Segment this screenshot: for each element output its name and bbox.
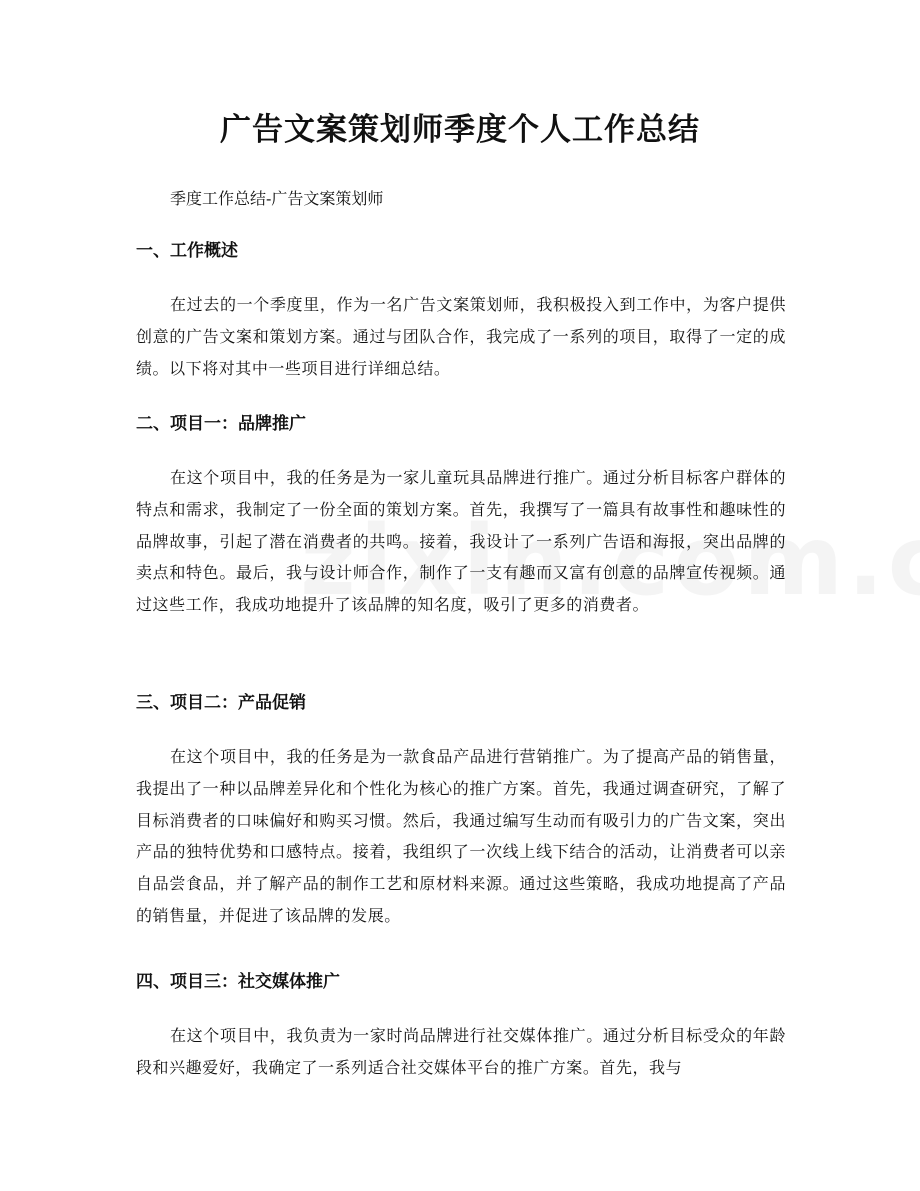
section-heading: 一、工作概述 bbox=[136, 241, 238, 261]
section-heading: 二、项目一：品牌推广 bbox=[136, 414, 306, 434]
section-project-promotion bbox=[136, 690, 786, 932]
document-subtitle: 季度工作总结-广告文案策划师 bbox=[170, 189, 384, 208]
section-overview bbox=[136, 238, 786, 384]
section-heading: 四、项目三：社交媒体推广 bbox=[136, 972, 340, 992]
section-project-social bbox=[136, 969, 786, 1084]
section-paragraph: 在这个项目中，我负责为一家时尚品牌进行社交媒体推广。通过分析目标受众的年龄段和兴趣爱好，我确定了一系列适合社交媒体平台的推广方案。首先，我与 bbox=[136, 1026, 786, 1077]
section-heading: 三、项目二：产品促销 bbox=[136, 693, 306, 713]
section-project-brand bbox=[136, 411, 786, 621]
section-paragraph: 在这个项目中，我的任务是为一家儿童玩具品牌进行推广。通过分析目标客户群体的特点和需求，我制定了一份全面的策划方案。首先，我撰写了一篇具有故事性和趣味性的品牌故事，引起了潜在消费者的共鸣。接着，我设计了一系列广告语和海报，突出品牌的卖点和特色。最后，我与设计师合作，制作了一支有趣而又富有创意的品牌宣传视频。通过这些工作，我成功地提升了该品牌的知名度，吸引了更多的消费者。 bbox=[136, 468, 786, 615]
section-paragraph: 在过去的一个季度里，作为一名广告文案策划师，我积极投入到工作中，为客户提供创意的广告文案和策划方案。通过与团队合作，我完成了一系列的项目，取得了一定的成绩。以下将对其中一些项目进行详细总结。 bbox=[136, 295, 786, 378]
page-title: 广告文案策划师季度个人工作总结 bbox=[220, 112, 700, 148]
section-paragraph: 在这个项目中，我的任务是为一款食品产品进行营销推广。为了提高产品的销售量，我提出了一种以品牌差异化和个性化为核心的推广方案。首先，我通过调查研究，了解了目标消费者的口味偏好和购买习惯。然后，我通过编写生动而有吸引力的广告文案，突出产品的独特优势和口感特点。接着，我组织了一次线上线下结合的活动，让消费者可以亲自品尝食品，并了解产品的制作工艺和原材料来源。通过这些策略，我成功地提高了产品的销售量，并促进了该品牌的发展。 bbox=[136, 747, 786, 925]
